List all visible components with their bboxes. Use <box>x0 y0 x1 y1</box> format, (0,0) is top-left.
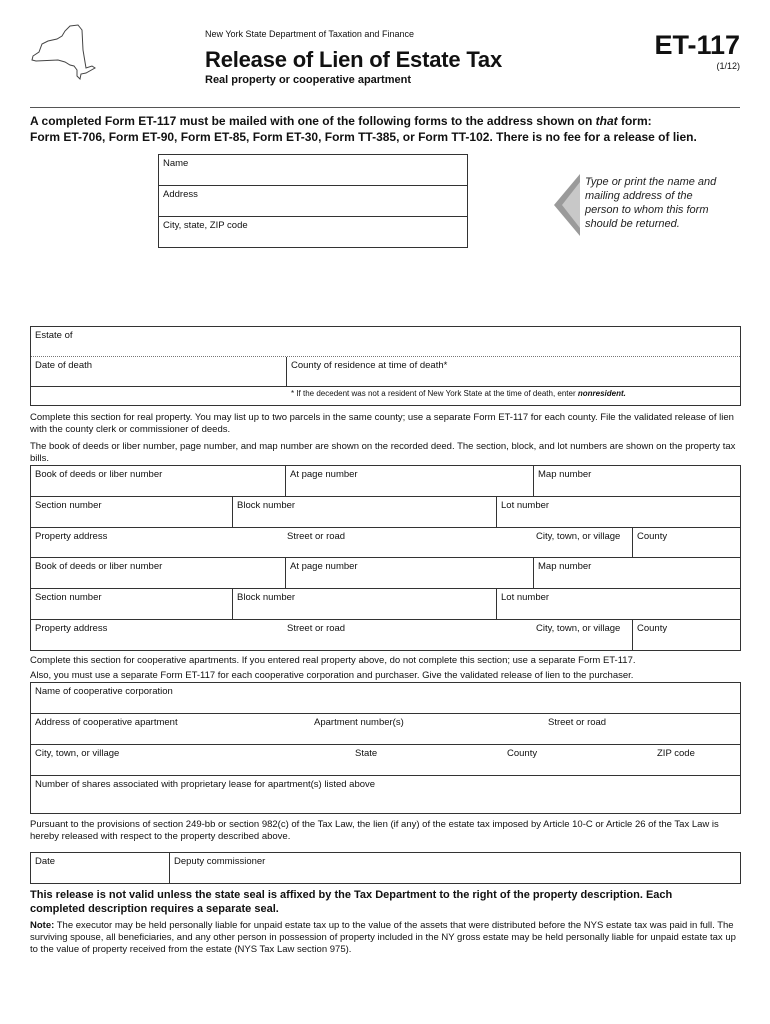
return-city-field[interactable] <box>159 217 467 247</box>
return-name-field[interactable] <box>159 155 467 186</box>
coop-zip-label: ZIP code <box>657 748 695 759</box>
release-date-field[interactable] <box>31 853 170 883</box>
coop-apartment-address-label: Address of cooperative apartment <box>35 717 178 728</box>
city-label: City, town, or village <box>536 623 621 634</box>
parcel-1-section-field[interactable] <box>31 497 233 527</box>
mailing-instructions: A completed Form ET-117 must be mailed with one of the following forms to the address shown on that form: Form ET-706, Form ET-90, Form ET-85, Form ET-30, Form TT-385, or Form TT-102. There is no fee for a release of lien. <box>30 114 697 144</box>
coop-box <box>30 682 741 814</box>
street-label: Street or road <box>287 623 346 634</box>
note-label: Note: <box>30 920 55 931</box>
parcel-2-lot-field[interactable] <box>497 589 740 619</box>
parcel-1-box <box>30 465 741 558</box>
form-number: ET-117 <box>654 30 740 60</box>
parcel-1-lot-field[interactable] <box>497 497 740 527</box>
street-label: Street or road <box>287 531 346 542</box>
city-label: City, town, or village <box>536 531 621 542</box>
book-label: Book of deeds or liber number <box>35 561 163 572</box>
property-address-label: Property address <box>35 623 108 634</box>
parcel-2-section-field[interactable] <box>31 589 233 619</box>
lot-label: Lot number <box>501 500 550 511</box>
county-label: County <box>637 623 668 634</box>
form-subtitle: Real property or cooperative apartment <box>205 74 412 86</box>
coop-city-label: City, town, or village <box>35 748 120 759</box>
liability-note <box>30 920 742 956</box>
coop-street-label: Street or road <box>548 717 607 728</box>
county-of-residence-field[interactable] <box>287 357 740 386</box>
parcel-2-page-field[interactable] <box>286 558 534 588</box>
form-title: Release of Lien of Estate Tax <box>205 47 503 72</box>
note-text: The executor may be held personally liable for unpaid estate tax up to the value of the assets that were distributed before the NYS estate tax was paid in full. The surviving spouse, all beneficiaries, and any other person in possession of property included in the NY gross estate may be held personally liable for unpaid estate tax up to the value of property received from the estate (NYS Tax Law section 975). <box>30 920 736 955</box>
coop-county-label: County <box>507 748 538 759</box>
coop-corporation-label: Name of cooperative corporation <box>35 686 173 697</box>
block-label: Block number <box>237 500 296 511</box>
parcel-1-book-field[interactable] <box>31 466 286 496</box>
deputy-commissioner-label: Deputy commissioner <box>174 856 266 867</box>
coop-shares-label: Number of shares associated with proprietary lease for apartment(s) listed above <box>35 779 376 790</box>
parcel-2-block-field[interactable] <box>233 589 497 619</box>
return-name-label: Name <box>163 158 189 169</box>
book-label: Book of deeds or liber number <box>35 469 163 480</box>
section-label: Section number <box>35 592 102 603</box>
parcel-1-page-field[interactable] <box>286 466 534 496</box>
coop-shares-field[interactable] <box>31 776 740 813</box>
coop-instruction-1: Complete this section for cooperative apartments. If you entered real property above, do not complete this section; use a separate Form ET-117. <box>30 655 636 666</box>
date-of-death-field[interactable] <box>31 357 287 386</box>
lot-label: Lot number <box>501 592 550 603</box>
left-pointer-arrow-icon <box>554 174 580 236</box>
property-address-label: Property address <box>35 531 108 542</box>
header-rule <box>30 107 740 108</box>
parcel-2-book-field[interactable] <box>31 558 286 588</box>
estate-of-label: Estate of <box>35 330 73 341</box>
parcel-1-address-field[interactable] <box>31 528 633 557</box>
coop-state-label: State <box>355 748 378 759</box>
signature-box <box>30 852 741 884</box>
section-label: Section number <box>35 500 102 511</box>
estate-of-field[interactable] <box>31 327 740 357</box>
date-of-death-label: Date of death <box>35 360 93 371</box>
map-label: Map number <box>538 561 592 572</box>
county-label: County <box>637 531 668 542</box>
return-address-label: Address <box>163 189 198 200</box>
release-date-label: Date <box>35 856 56 867</box>
real-property-instruction-1: Complete this section for real property. You may list up to two parcels in the same county; use a separate Form ET-117 for each county. File the validated release of lien with the county clerk or commissioner of deeds. <box>30 412 734 435</box>
department-name: New York State Department of Taxation and Finance <box>205 29 414 39</box>
parcel-2-county-field[interactable] <box>633 620 740 650</box>
return-address-box <box>158 154 468 248</box>
estate-box <box>30 326 741 406</box>
parcel-1-county-field[interactable] <box>633 528 740 557</box>
release-statement: Pursuant to the provisions of section 249-bb or section 982(c) of the Tax Law, the lien (if any) of the estate tax imposed by Article 10-C or Article 26 of the Tax Law is hereby released with respect to the property described above. <box>30 819 719 842</box>
deputy-commissioner-field[interactable] <box>170 853 740 883</box>
coop-instruction-2: Also, you must use a separate Form ET-117 for each cooperative corporation and purchaser. Give the validated release of lien to the purchaser. <box>30 670 634 681</box>
parcel-2-map-field[interactable] <box>534 558 740 588</box>
page-label: At page number <box>290 469 358 480</box>
coop-apartment-address-field[interactable] <box>31 714 740 745</box>
return-address-hint: Type or print the name and mailing address of the person to whom this form should be returned. <box>585 176 717 230</box>
parcel-1-map-field[interactable] <box>534 466 740 496</box>
coop-city-state-field[interactable] <box>31 745 740 776</box>
apartment-number-label: Apartment number(s) <box>314 717 404 728</box>
map-label: Map number <box>538 469 592 480</box>
seal-warning: This release is not valid unless the state seal is affixed by the Tax Department to the right of the property description. Each completed description requires a separate seal. <box>30 889 673 915</box>
coop-corporation-field[interactable] <box>31 683 740 714</box>
parcel-1-block-field[interactable] <box>233 497 497 527</box>
parcel-2-address-field[interactable] <box>31 620 633 650</box>
parcel-2-box <box>30 558 741 651</box>
return-address-field[interactable] <box>159 186 467 217</box>
county-of-residence-label: County of residence at time of death* <box>291 360 448 371</box>
block-label: Block number <box>237 592 296 603</box>
page-label: At page number <box>290 561 358 572</box>
nonresident-footnote: * If the decedent was not a resident of New York State at the time of death, enter nonresident. <box>291 389 626 398</box>
new-york-state-outline-icon <box>30 24 96 80</box>
form-revision: (1/12) <box>716 61 740 71</box>
real-property-instruction-2: The book of deeds or liber number, page number, and map number are shown on the recorded deed. The section, block, and lot numbers are shown on the property tax bills. <box>30 441 736 464</box>
return-city-label: City, state, ZIP code <box>163 220 248 231</box>
